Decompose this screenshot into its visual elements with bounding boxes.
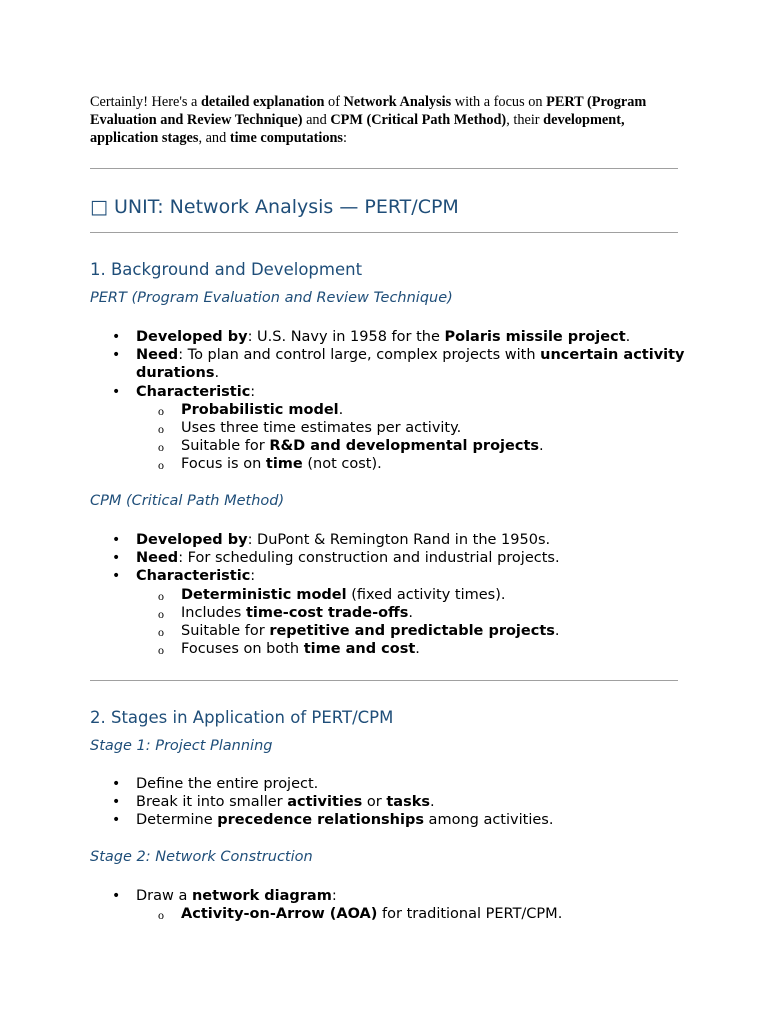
- sub-list-item: [136, 604, 700, 622]
- item-text: [181, 456, 382, 472]
- sub-list-item: [136, 401, 700, 419]
- circle-bullet-icon: o: [158, 606, 164, 621]
- list-item: [0, 775, 700, 793]
- item-text: [181, 641, 420, 657]
- list-item: [0, 887, 700, 923]
- text-run: Suitable for: [181, 623, 270, 640]
- cpm-list: [0, 531, 700, 658]
- bold-text: Probabilistic model: [181, 401, 339, 418]
- bold-text: Need: [136, 347, 179, 364]
- text-run: : To plan and control large, complex projects with: [178, 347, 541, 364]
- bold-text: repetitive and predictable projects: [269, 623, 555, 640]
- text-run: .: [539, 438, 544, 455]
- text-run: : U.S. Navy in 1958 for the: [247, 329, 445, 345]
- stage-2-sublist: [136, 905, 700, 923]
- text-run: with a focus on: [451, 94, 547, 110]
- list-item: [0, 383, 700, 474]
- cpm-sublist: [136, 586, 700, 659]
- section-1-title: 1. Background and Development: [90, 260, 363, 279]
- circle-bullet-icon: o: [158, 643, 164, 658]
- text-run: :: [331, 888, 337, 904]
- bullet-icon: •: [112, 550, 121, 567]
- bullet-icon: •: [112, 812, 121, 829]
- bold-text: tasks: [386, 794, 430, 811]
- bold-text: detailed explanation: [200, 94, 325, 110]
- list-item: [0, 346, 700, 382]
- text-run: Break it into smaller: [136, 794, 288, 811]
- item-text: [136, 812, 553, 828]
- text-run: :: [250, 383, 256, 400]
- bullet-icon: •: [112, 329, 121, 345]
- bold-text: precedence relationships: [217, 812, 424, 829]
- sub-list-item: [136, 622, 700, 640]
- text-run: (fixed activity times).: [346, 586, 506, 603]
- item-text: [181, 402, 343, 418]
- list-item: [0, 811, 700, 829]
- bullet-icon: •: [112, 776, 121, 792]
- divider: [90, 168, 678, 169]
- sub-list-item: [136, 419, 700, 437]
- text-run: .: [214, 365, 220, 382]
- item-text: [136, 550, 560, 566]
- stage-1-subtitle: Stage 1: Project Planning: [90, 738, 273, 754]
- pert-list: [0, 328, 700, 474]
- text-run: , their: [506, 112, 544, 128]
- bold-text: Deterministic model: [181, 586, 347, 603]
- item-text: [181, 906, 562, 922]
- list-item: [0, 328, 700, 346]
- sub-list-item: [136, 455, 700, 473]
- item-text: [136, 776, 318, 792]
- bold-text: time computations: [229, 130, 343, 146]
- stage-2-subtitle: Stage 2: Network Construction: [90, 849, 313, 865]
- text-run: Define the entire project.: [136, 776, 319, 792]
- bold-text: time-cost trade-offs: [245, 604, 409, 621]
- text-run: and: [302, 112, 331, 128]
- bold-text: development, application stages: [90, 112, 625, 146]
- circle-bullet-icon: o: [158, 458, 164, 473]
- bullet-icon: •: [112, 794, 121, 811]
- divider: [90, 232, 678, 233]
- item-text: [181, 605, 413, 621]
- pert-subtitle: PERT (Program Evaluation and Review Technique): [90, 290, 453, 306]
- text-run: Certainly! Here's a: [90, 94, 201, 110]
- bold-text: CPM (Critical Path Method): [330, 112, 507, 128]
- text-run: Focuses on both: [181, 641, 304, 658]
- bold-text: network diagram: [191, 888, 332, 904]
- bold-text: R&D and developmental projects: [269, 438, 540, 455]
- text-run: .: [338, 401, 344, 418]
- list-item: [0, 531, 700, 549]
- cpm-subtitle: CPM (Critical Path Method): [90, 493, 285, 509]
- item-text: [136, 329, 630, 345]
- bold-text: Activity-on-Arrow (AOA): [181, 906, 378, 923]
- circle-bullet-icon: o: [158, 908, 164, 923]
- stage-1-list: [0, 775, 700, 830]
- text-run: .: [408, 604, 414, 621]
- text-run: .: [430, 794, 435, 811]
- bold-text: Characteristic: [136, 383, 251, 400]
- sub-list-item: [136, 640, 700, 658]
- bullet-icon: •: [112, 568, 121, 585]
- stage-2-list: [0, 887, 700, 923]
- text-run: Suitable for: [181, 438, 270, 455]
- bold-text: Network Analysis: [343, 94, 452, 110]
- item-text: [136, 347, 685, 381]
- section-2-title: 2. Stages in Application of PERT/CPM: [90, 708, 394, 727]
- text-run: (not cost).: [302, 456, 382, 473]
- divider: [90, 680, 678, 681]
- bullet-icon: •: [112, 532, 121, 548]
- text-run: :: [250, 568, 256, 585]
- list-item: [0, 567, 700, 658]
- text-run: Focus is on: [181, 456, 266, 473]
- list-item: [0, 549, 700, 567]
- item-text: [181, 420, 461, 436]
- bold-text: Developed by: [136, 329, 248, 345]
- sub-list-item: [136, 437, 700, 455]
- text-run: .: [415, 641, 420, 658]
- bullet-icon: •: [112, 888, 121, 904]
- bold-text: uncertain activity durations: [136, 347, 685, 382]
- circle-bullet-icon: o: [158, 403, 164, 418]
- sub-list-item: [136, 905, 700, 923]
- circle-bullet-icon: o: [158, 625, 164, 640]
- text-run: Determine: [136, 812, 218, 829]
- intro-paragraph: [90, 93, 690, 147]
- item-text: [181, 623, 560, 639]
- item-text: [136, 794, 435, 810]
- bold-text: time and cost: [303, 641, 416, 658]
- bold-text: time: [265, 456, 303, 473]
- bold-text: activities: [287, 794, 363, 811]
- bold-text: Polaris missile project: [444, 329, 626, 345]
- bold-text: Characteristic: [136, 568, 251, 585]
- bold-text: Developed by: [136, 532, 248, 548]
- item-text: [136, 888, 337, 904]
- text-run: of: [324, 94, 344, 110]
- text-run: , and: [198, 130, 230, 146]
- bullet-icon: •: [112, 347, 121, 364]
- item-text: [181, 587, 506, 603]
- text-run: :: [343, 130, 347, 146]
- bold-text: PERT (Program Evaluation and Review Technique): [90, 94, 647, 128]
- item-text: [181, 438, 544, 454]
- text-run: Includes: [181, 604, 246, 621]
- bold-text: Need: [136, 550, 179, 567]
- item-text: [136, 532, 550, 548]
- text-run: : For scheduling construction and industrial projects.: [178, 550, 560, 567]
- circle-bullet-icon: o: [158, 422, 164, 437]
- pert-sublist: [136, 401, 700, 474]
- item-text: [136, 568, 255, 584]
- text-run: : DuPont & Remington Rand in the 1950s.: [247, 532, 551, 548]
- list-item: [0, 793, 700, 811]
- circle-bullet-icon: o: [158, 588, 164, 603]
- bullet-icon: •: [112, 383, 121, 400]
- text-run: for traditional PERT/CPM.: [377, 906, 563, 923]
- text-run: among activities.: [423, 812, 554, 829]
- text-run: Uses three time estimates per activity.: [181, 420, 462, 437]
- circle-bullet-icon: o: [158, 440, 164, 455]
- item-text: [136, 384, 255, 400]
- text-run: .: [625, 329, 631, 345]
- text-run: .: [554, 623, 560, 640]
- text-run: Draw a: [136, 888, 192, 904]
- sub-list-item: [136, 586, 700, 604]
- unit-title: □ UNIT: Network Analysis — PERT/CPM: [90, 196, 459, 218]
- text-run: or: [362, 794, 387, 811]
